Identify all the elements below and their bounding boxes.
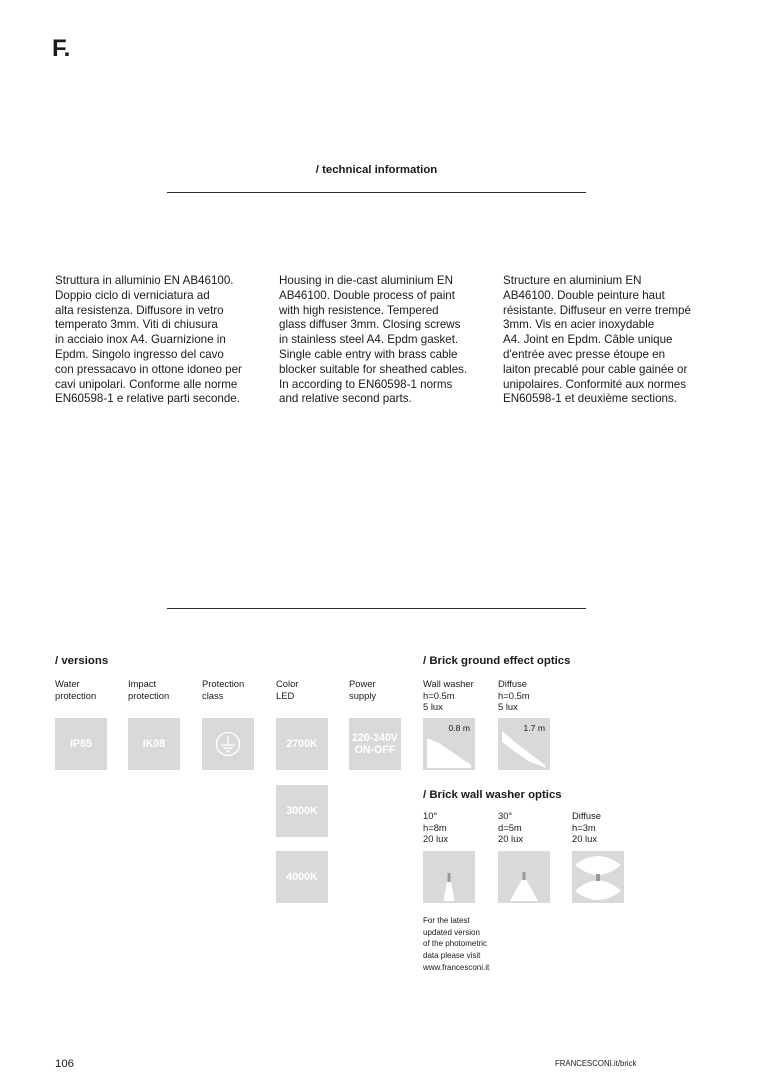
3000k-badge [276, 785, 328, 837]
earth-ground-icon [202, 718, 254, 770]
diffuse-ground-optic-label [498, 678, 530, 713]
description-line: cavi unipolari. Conforme alle norme [55, 377, 238, 391]
note-line: updated version [423, 927, 480, 937]
label-line: Water [55, 678, 80, 689]
description-line: in acciaio inox A4. Guarnizione in [55, 333, 226, 347]
label-line: d=5m [498, 821, 522, 833]
description-line: temperato 3mm. Viti di chiusura [55, 318, 218, 332]
medium-beam-icon [498, 851, 550, 903]
description-line: in stainless steel A4. Epdm gasket. [279, 333, 459, 347]
label-line: Diffuse [498, 678, 528, 689]
italian-description [55, 274, 242, 407]
badge-text: ON-OFF [354, 744, 396, 756]
badge-text: IP65 [70, 738, 92, 750]
badge-text: 4000K [286, 871, 318, 883]
ip65-badge [55, 718, 107, 770]
brand-logo: F. [52, 35, 70, 62]
description-line: A4. Joint en Epdm. Câble unique [503, 333, 673, 347]
description-line: AB46100. Double process of paint [279, 288, 455, 302]
label-line: Color [276, 678, 299, 689]
badge-text: 220-240V [352, 732, 398, 744]
label-line: supply [349, 689, 377, 701]
description-line: alta resistenza. Diffusore in vetro [55, 303, 224, 317]
description-line: Struttura in alluminio EN AB46100. [55, 274, 234, 287]
label-line: 5 lux [498, 701, 518, 713]
badge-text: 2700K [286, 738, 318, 750]
description-line: glass diffuser 3mm. Closing screws [279, 318, 461, 332]
note-line: of the photometric [423, 939, 488, 949]
description-line: EN60598-1 e relative parti seconde. [55, 392, 240, 406]
photometric-data-note [423, 915, 489, 974]
page-number: 106 [55, 1058, 75, 1070]
description-line: In according to EN60598-1 norms [279, 377, 453, 391]
220-240v-on-off-badge [349, 718, 401, 770]
wall-washer-optic-diffuse-label [572, 810, 601, 845]
description-line: unipolaires. Conformité aux normes [503, 377, 687, 391]
description-line: d'entrée avec presse étoupe en [503, 347, 666, 361]
top-divider [167, 192, 586, 193]
description-line: résistante. Diffuseur en verre trempé [503, 303, 691, 317]
wall-washer-optics-heading: / Brick wall washer optics [423, 789, 562, 801]
label-line: 10° [423, 810, 438, 821]
label-line: 30° [498, 810, 513, 821]
protection-class-badge [202, 718, 254, 770]
wall-washer-optic-diffuse-diagram [572, 851, 624, 903]
badge-text: IK08 [142, 738, 166, 750]
power-supply-label [349, 678, 376, 701]
description-line: Single cable entry with brass cable [279, 347, 458, 361]
label-line: h=8m [423, 821, 447, 833]
wall-washer-ground-optic-label [423, 678, 474, 713]
2700k-badge [276, 718, 328, 770]
wall-washer-optic-10-diagram [423, 851, 475, 903]
label-line: 5 lux [423, 701, 443, 713]
label-line: Impact [128, 678, 157, 689]
diffuse-beam-icon [572, 851, 624, 903]
label-line: protection [128, 689, 170, 701]
label-line: Diffuse [572, 810, 602, 821]
narrow-beam-icon [423, 851, 475, 903]
wall-washer-optic-30-diagram [498, 851, 550, 903]
description-line: AB46100. Double peinture haut [503, 288, 665, 302]
distance-label: 1.7 m [523, 723, 545, 733]
versions-heading: / versions [55, 655, 109, 667]
note-line: www.francesconi.it [423, 962, 490, 972]
diffuse-ground-optic-diagram [498, 718, 550, 770]
label-line: h=0.5m [498, 689, 530, 701]
description-line: EN60598-1 et deuxième sections. [503, 392, 678, 406]
description-line: Housing in die-cast aluminium EN [279, 274, 453, 287]
label-line: class [202, 689, 224, 701]
description-line: Epdm. Singolo ingresso del cavo [55, 347, 224, 361]
footer-url: FRANCESCONI.it/brick [555, 1059, 637, 1068]
description-line: blocker suitable for sheathed cables. [279, 362, 468, 376]
bottom-divider [167, 608, 586, 609]
wall-washer-optic-10-label [423, 810, 448, 845]
protection-class-label [202, 678, 244, 701]
label-line: LED [276, 689, 295, 701]
label-line: Power [349, 678, 376, 689]
impact-protection-label [128, 678, 169, 701]
badge-text: 3000K [286, 805, 318, 817]
ik08-badge [128, 718, 180, 770]
ground-effect-optics-heading: / Brick ground effect optics [423, 655, 571, 667]
french-description [503, 274, 691, 407]
4000k-badge [276, 851, 328, 903]
description-line: con pressacavo in ottone idoneo per [55, 362, 242, 376]
label-line: protection [55, 689, 97, 701]
label-line: h=3m [572, 821, 596, 833]
description-line: Doppio ciclo di verniciatura ad [55, 288, 210, 302]
description-line: Structure en aluminium EN [503, 274, 642, 287]
color-led-label [276, 678, 298, 701]
technical-information-heading: / technical information [315, 164, 438, 176]
description-line: and relative second parts. [279, 392, 412, 406]
description-line: laiton precablé pour cable gainée or [503, 362, 688, 376]
note-line: data please visit [423, 951, 481, 961]
wall-washer-ground-optic-diagram [423, 718, 475, 770]
english-description [279, 274, 467, 407]
label-line: 20 lux [498, 833, 524, 845]
label-line: 20 lux [572, 833, 598, 845]
description-line: with high resistence. Tempered [279, 303, 439, 317]
label-line: Protection [202, 678, 245, 689]
description-line: 3mm. Vis en acier inoxydable [503, 318, 655, 332]
wall-washer-optic-30-label [498, 810, 523, 845]
label-line: h=0.5m [423, 689, 455, 701]
distance-label: 0.8 m [448, 723, 470, 733]
water-protection-label [55, 678, 96, 701]
note-line: For the latest [423, 916, 470, 925]
label-line: 20 lux [423, 833, 449, 845]
label-line: Wall washer [423, 678, 474, 689]
